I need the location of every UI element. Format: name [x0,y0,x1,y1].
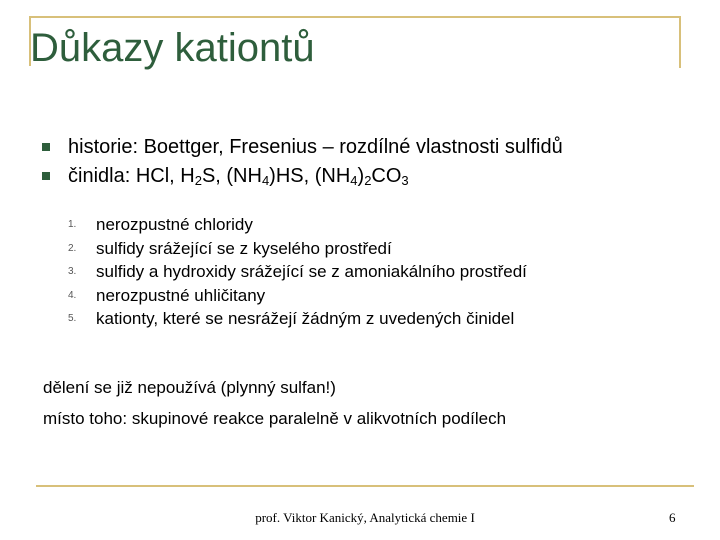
subscript: 4 [261,173,270,188]
reagents-text-part: )HS, (NH [269,165,351,187]
subscript: 4 [350,173,358,188]
reagents-text-part: ) [357,165,365,187]
item-number: 1. [68,219,77,230]
square-bullet-icon [42,143,50,151]
bullet-text: historie: Boettger, Fresenius – rozdílné vlastnosti sulfidů [68,136,563,158]
paragraph-obsolete: dělení se již nepoužívá (plynný sulfan!) [43,378,336,397]
frame-line-top [29,16,680,18]
square-bullet-icon [42,172,50,180]
slide-title: Důkazy kationtů [30,26,315,70]
subscript: 3 [401,173,409,188]
reagents-text-part: S, (NH [201,165,262,187]
bullet-item-reagents [40,162,563,191]
bullet-text [68,165,409,187]
bullet-list [40,133,563,191]
item-text: nerozpustné chloridy [96,215,253,234]
footer-author: prof. Viktor Kanický, Analytická chemie I [255,510,475,525]
item-text: nerozpustné uhličitany [96,285,266,305]
subscript: 2 [364,173,372,188]
numbered-item [68,237,527,261]
item-number: 3. [68,266,77,277]
item-number: 2. [68,242,77,254]
numbered-item [68,307,527,331]
numbered-list [68,213,527,331]
numbered-item [68,260,527,284]
numbered-item [68,284,527,308]
item-text: sulfidy a hydroxidy srážející se z amoniakálního prostředí [96,262,527,281]
item-number: 4. [68,289,77,301]
subscript: 2 [194,173,202,188]
reagents-text-part: CO [371,165,402,187]
numbered-item [68,213,527,237]
footer-divider [36,485,694,487]
paragraph-instead: místo toho: skupinové reakce paralelně v alikvotních podílech [43,409,507,428]
item-text: sulfidy srážející se z kyselého prostředí [96,238,392,258]
reagents-text-prefix: činidla: HCl, H [68,165,195,187]
item-text: kationty, které se nesrážejí žádným z uvedených činidel [96,309,515,328]
frame-line-right [679,16,681,68]
bullet-item-history [40,133,563,162]
item-number: 5. [68,313,77,324]
page-number: 6 [669,510,676,525]
